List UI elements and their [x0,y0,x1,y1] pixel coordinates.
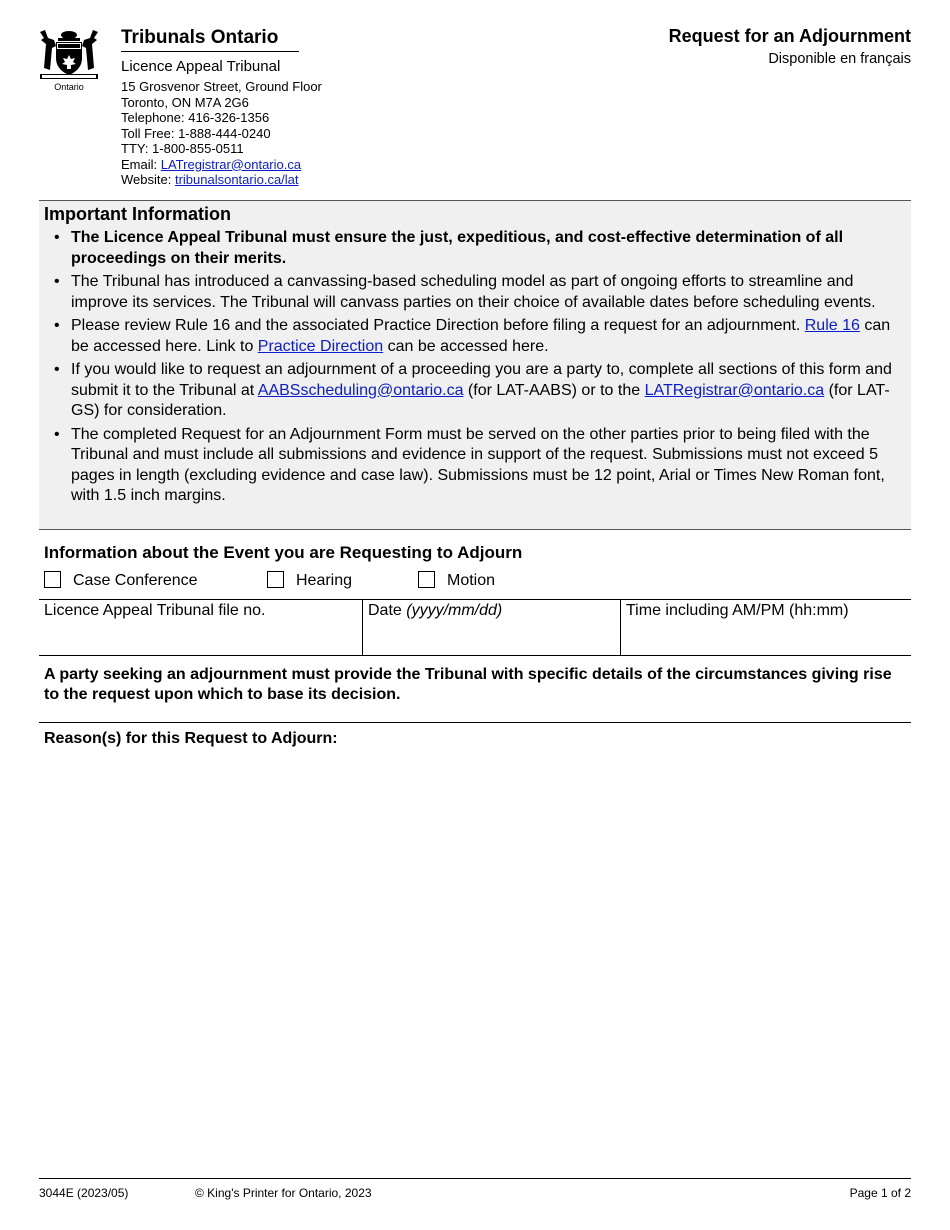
contact-address [121,79,322,188]
website-row [121,172,322,188]
date-label: Date [368,602,407,619]
bullet-icon: • [54,425,60,443]
case-conference-checkbox[interactable] [44,571,61,588]
email-row [121,157,322,173]
list-item [53,316,903,357]
aabs-scheduling-email-link[interactable]: AABSscheduling@ontario.ca [257,381,464,399]
date-format-hint: (yyyy/mm/dd) [406,602,503,619]
toll-free: Toll Free: 1-888-444-0240 [121,125,271,141]
header-divider [121,51,299,52]
bullet-text: can be accessed here. Link to [71,317,891,355]
bullet-text: Please review Rule 16 and the associated Practice Direction before filing a request for an adjournment. [71,317,805,334]
list-item [53,425,903,507]
case-conference-option[interactable] [44,571,198,590]
page-header [0,0,950,200]
bullet-text: (for LAT-AABS) or to the [463,381,645,399]
event-details-fields [39,599,911,656]
bullet-text: The completed Request for an Adjournment Form must be served on the other parties prior to being filed with the Tribunal and must include all submissions and evidence in support of the request. Submissions must not exceed 5 pages in length (excluding evidence and case law). Submissions must be 12 point, Arial or Times New Roman font, with 1.5 inch margins. [71,425,885,504]
address-line-2: Toronto, ON M7A 2G6 [121,94,249,110]
email-link[interactable]: LATregistrar@ontario.ca [160,156,302,172]
bullet-text: The Licence Appeal Tribunal must ensure the just, expeditious, and cost-effective determination of all proceedings on their merits. [71,229,844,267]
hearing-option[interactable] [267,571,352,590]
important-information-list [53,228,903,510]
email-label: Email: [121,156,161,172]
reasons-textarea[interactable] [44,755,910,1169]
reasons-label: Reason(s) for this Request to Adjourn: [44,730,338,747]
bullet-icon: • [54,361,60,378]
important-information-panel [39,200,911,530]
time-input[interactable] [626,624,910,642]
website-link[interactable]: tribunalsontario.ca/lat [174,172,299,187]
list-item [53,272,903,313]
footer-divider [39,1178,911,1179]
address-line-1: 15 Grosvenor Street, Ground Floor [121,79,322,94]
hearing-checkbox[interactable] [267,571,284,588]
organization-name: Tribunals Ontario [121,27,279,48]
page-number: Page 1 of 2 [849,1186,911,1200]
website-label: Website: [121,172,175,187]
time-label: Time including AM/PM (hh:mm) [626,602,849,619]
important-information-title: Important Information [44,204,231,224]
tty: TTY: 1-800-855-0511 [121,141,244,156]
telephone: Telephone: 416-326-1356 [121,110,270,125]
file-number-label: Licence Appeal Tribunal file no. [44,602,266,619]
time-cell [621,600,911,655]
adjournment-notice: A party seeking an adjournment must provide the Tribunal with specific details of the circumstances giving rise to the request upon which to base its decision. [44,666,892,703]
tribunal-name: Licence Appeal Tribunal [121,58,281,75]
motion-option[interactable] [418,571,495,590]
bullet-text: The Tribunal has introduced a canvassing-based scheduling model as part of ongoing efforts to streamline and improve its services. The Tribunal will canvass parties on their choice of available dates before scheduling events. [71,273,876,311]
rule-16-link[interactable]: Rule 16 [804,317,860,334]
copyright: © King's Printer for Ontario, 2023 [195,1186,372,1200]
motion-label: Motion [447,572,496,589]
bullet-text: If you would like to request an adjournment of a proceeding you are a party to, complete all sections of this form and submit it to the Tribunal at [71,361,892,399]
case-conference-label: Case Conference [73,572,198,589]
section-divider [39,722,911,723]
file-number-input[interactable] [44,624,361,642]
lat-registrar-email-link[interactable]: LATRegistrar@ontario.ca [644,381,825,399]
practice-direction-link[interactable]: Practice Direction [257,337,384,355]
bullet-icon: • [54,273,60,290]
logo-caption: Ontario [54,82,84,92]
motion-checkbox[interactable] [418,571,435,588]
event-section-title: Information about the Event you are Requesting to Adjourn [44,543,523,562]
list-item [53,360,903,422]
file-number-cell [39,600,363,655]
form-title: Request for an Adjournment [668,26,911,46]
date-input[interactable] [368,624,619,642]
hearing-label: Hearing [296,572,353,589]
bullet-icon: • [54,229,60,246]
date-cell [363,600,621,655]
bullet-text: (for LAT-GS) for consideration. [71,381,890,419]
form-language-note: Disponible en français [768,51,911,67]
form-code: 3044E (2023/05) [39,1186,129,1200]
bullet-icon: • [54,317,60,334]
bullet-text: can be accessed here. [383,337,549,355]
list-item [53,228,903,269]
